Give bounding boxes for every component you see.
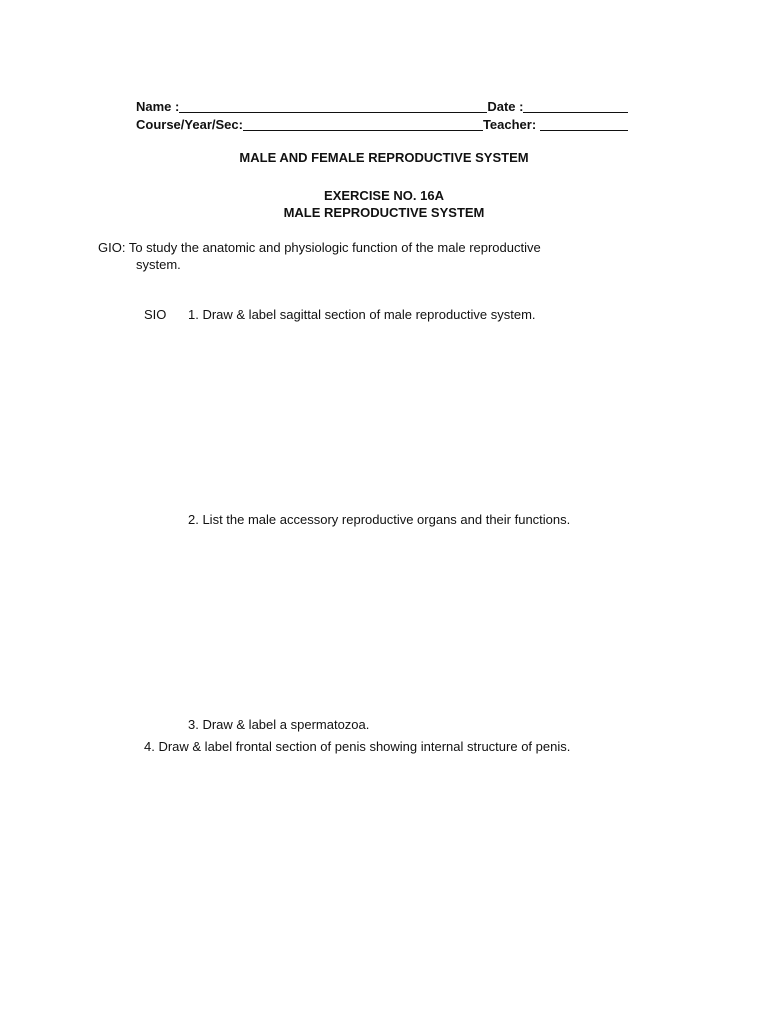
- teacher-label: Teacher:: [482, 117, 537, 132]
- document-title: MALE AND FEMALE REPRODUCTIVE SYSTEM: [239, 150, 529, 165]
- name-blank-line[interactable]: [179, 100, 487, 113]
- header-row-name-date: [136, 99, 628, 115]
- gio-line-1: GIO: To study the anatomic and physiologic function of the male reproductive: [98, 240, 541, 255]
- header-row-course-teacher: [136, 117, 628, 133]
- date-label: Date :: [487, 99, 524, 114]
- course-label: Course/Year/Sec:: [136, 117, 243, 132]
- general-objective: [98, 239, 598, 273]
- name-label: Name :: [136, 99, 180, 114]
- exercise-number: EXERCISE NO. 16A: [324, 188, 444, 203]
- objective-item-1: 1. Draw & label sagittal section of male reproductive system.: [188, 307, 536, 322]
- date-blank-line[interactable]: [523, 100, 628, 113]
- objective-item-4: 4. Draw & label frontal section of penis showing internal structure of penis.: [144, 739, 571, 754]
- objective-item-2: 2. List the male accessory reproductive organs and their functions.: [188, 512, 571, 527]
- course-blank-line[interactable]: [243, 118, 483, 131]
- exercise-subtitle: MALE REPRODUCTIVE SYSTEM: [283, 205, 485, 220]
- teacher-blank-line[interactable]: [540, 118, 628, 131]
- gio-line-2: system.: [136, 257, 181, 272]
- objective-item-3: 3. Draw & label a spermatozoa.: [188, 717, 370, 732]
- sio-label: SIO: [144, 307, 167, 322]
